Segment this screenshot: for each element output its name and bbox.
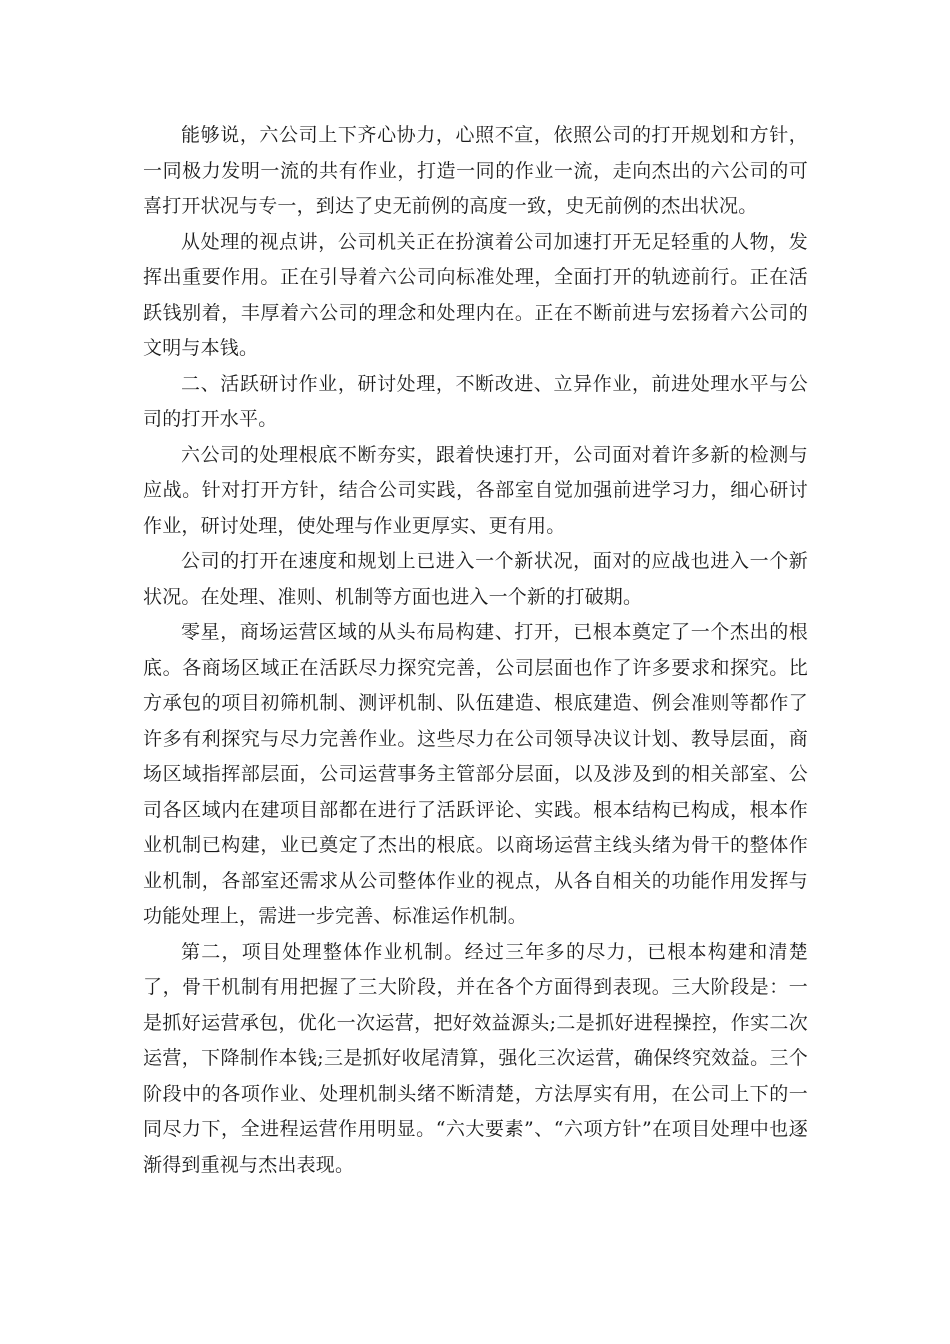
- paragraph: 零星，商场运营区域的从头布局构建、打开，已根本奠定了一个杰出的根底。各商场区域正在活跃尽力探究完善，公司层面也作了许多要求和探究。比方承包的项目初筛机制、测评机制、队伍建造、根底建造、例会准则等都作了许多有利探究与尽力完善作业。这些尽力在公司领导决议计划、教导层面，商场区域指挥部层面，公司运营事务主管部分层面，以及涉及到的相关部室、公司各区域内在建项目部都在进行了活跃评论、实践。根本结构已构成，根本作业机制已构建，业已奠定了杰出的根底。以商场运营主线头绪为骨干的整体作业机制，各部室还需求从公司整体作业的视点，从各自相关的功能作用发挥与功能处理上，需进一步完善、标准运作机制。: [143, 621, 808, 927]
- paragraph: 六公司的处理根底不断夯实，跟着快速打开，公司面对着许多新的检测与应战。针对打开方针，结合公司实践，各部室自觉加强前进学习力，细心研讨作业，研讨处理，使处理与作业更厚实、更有用。: [143, 443, 808, 537]
- paragraph: 第二，项目处理整体作业机制。经过三年多的尽力，已根本构建和清楚了，骨干机制有用把握了三大阶段，并在各个方面得到表现。三大阶段是：一是抓好运营承包，优化一次运营，把好效益源头;二是抓好进程操控，作实二次运营，下降制作本钱;三是抓好收尾清算，强化三次运营，确保终究效益。三个阶段中的各项作业、处理机制头绪不断清楚，方法厚实有用，在公司上下的一同尽力下，全进程运营作用明显。“六大要素”、“六项方针”在项目处理中也逐渐得到重视与杰出表现。: [143, 940, 808, 1176]
- paragraph: 二、活跃研讨作业，研讨处理，不断改进、立异作业，前进处理水平与公司的打开水平。: [143, 372, 808, 430]
- document-body: [143, 118, 808, 1183]
- paragraph: 从处理的视点讲，公司机关正在扮演着公司加速打开无足轻重的人物，发挥出重要作用。正在引导着六公司向标准处理，全面打开的轨迹前行。正在活跃钱别着，丰厚着六公司的理念和处理内在。正在不断前进与宏扬着六公司的文明与本钱。: [143, 230, 808, 359]
- paragraph: 能够说，六公司上下齐心协力，心照不宣，依照公司的打开规划和方针，一同极力发明一流的共有作业，打造一同的作业一流，走向杰出的六公司的可喜打开状况与专一，到达了史无前例的高度一致，史无前例的杰出状况。: [143, 124, 808, 217]
- paragraph: 公司的打开在速度和规划上已进入一个新状况，面对的应战也进入一个新状况。在处理、准则、机制等方面也进入一个新的打破期。: [143, 550, 808, 608]
